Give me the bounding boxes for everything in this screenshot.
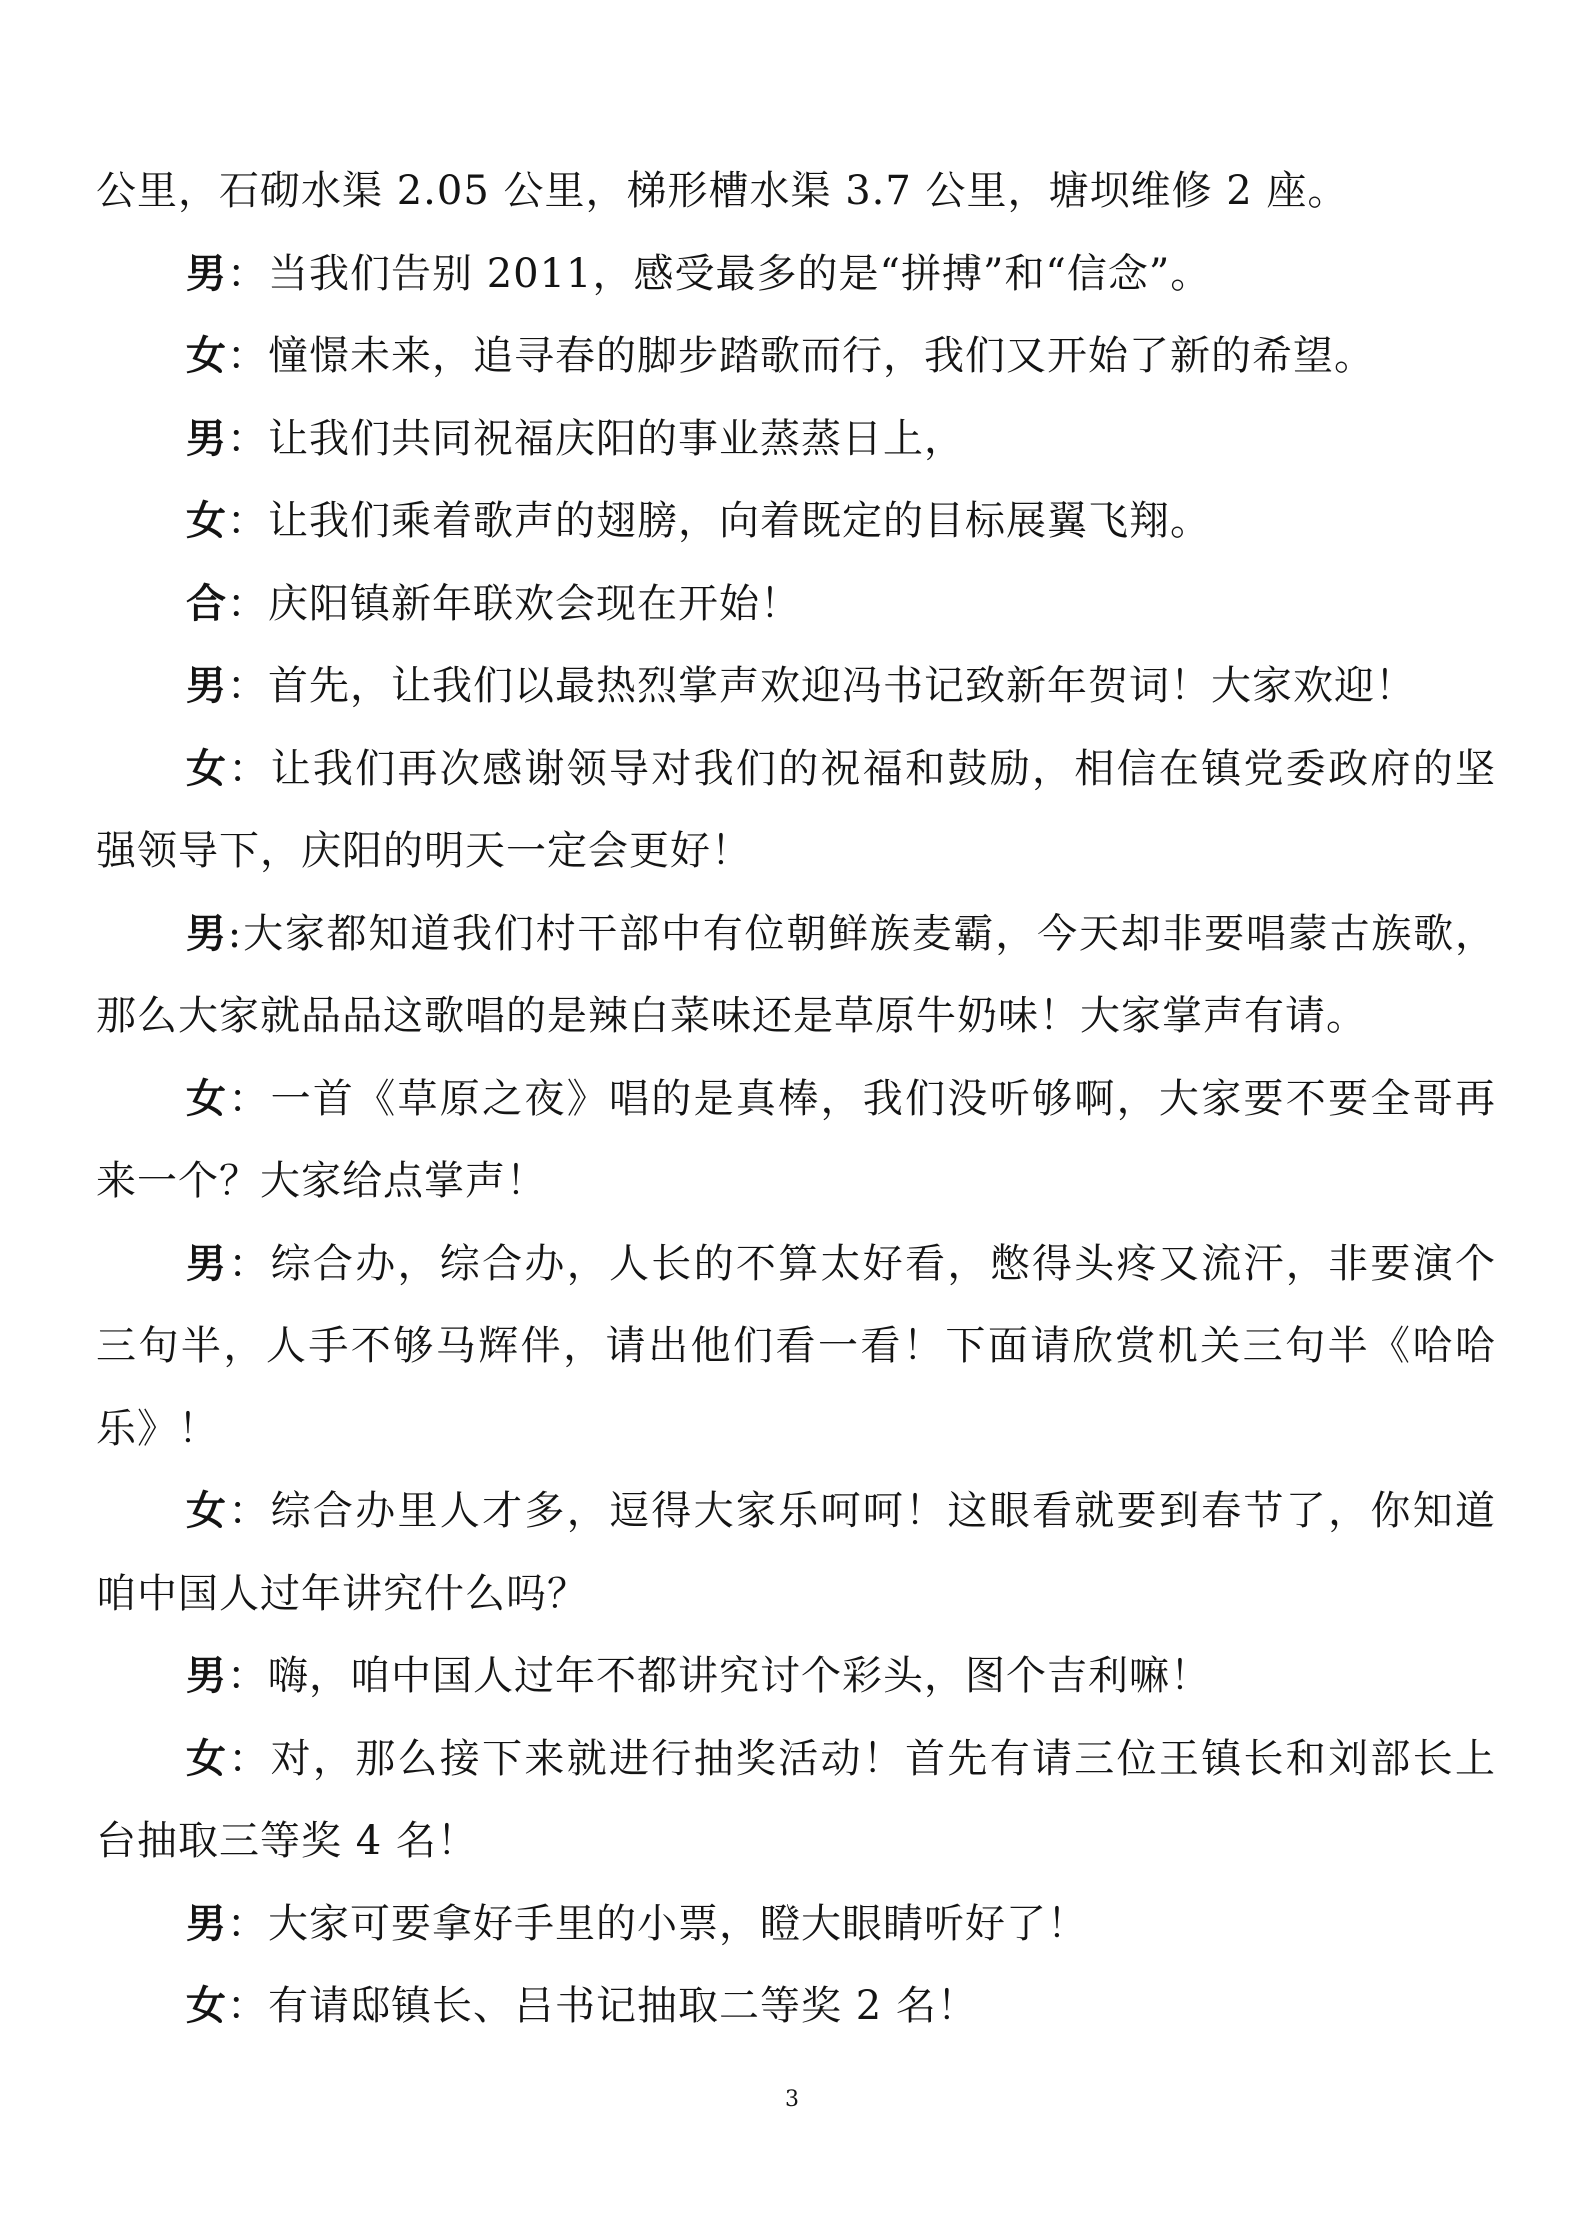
dialogue-text: ：综合办，综合办，人长的不算太好看，憋得头疼又流汗，非要演个三句半，人手不够马辉伴，请出他们看一看！下面请欣赏机关三句半《哈哈乐》！ — [96, 1240, 1497, 1452]
speaker-label: 男 — [186, 662, 227, 709]
dialogue-text: ：当我们告别 2011，感受最多的是“拼搏”和“信念”。 — [227, 250, 1212, 297]
dialogue-text: ：嗨，咱中国人过年不都讲究讨个彩头，图个吉利嘛！ — [227, 1653, 1211, 1699]
dialogue-text: ：让我们乘着歌声的翅膀，向着既定的目标展翼飞翔。 — [227, 498, 1211, 544]
dialogue-text: ：庆阳镇新年联欢会现在开始！ — [227, 580, 801, 627]
dialogue-line — [96, 1883, 1496, 1966]
dialogue-text: ：对，那么接下来就进行抽奖活动！首先有请三位王镇长和刘部长上台抽取三等奖 4 名！ — [96, 1735, 1497, 1864]
paragraph-text: 公里，石砌水渠 2.05 公里，梯形槽水渠 3.7 公里，塘坝维修 2 座。 — [96, 168, 1349, 214]
speaker-label: 男 — [186, 909, 228, 957]
dialogue-line — [96, 1718, 1496, 1883]
speaker-label: 男 — [186, 1899, 227, 1947]
dialogue-text: ：憧憬未来，追寻春的脚步踏歌而行，我们又开始了新的希望。 — [227, 333, 1375, 379]
dialogue-line — [96, 233, 1496, 316]
body-text — [96, 150, 1496, 2048]
dialogue-line — [96, 1058, 1496, 1223]
speaker-label: 男 — [186, 414, 227, 462]
speaker-label: 女 — [186, 1734, 229, 1782]
dialogue-text: ：有请邸镇长、吕书记抽取二等奖 2 名！ — [227, 1983, 978, 2029]
speaker-label: 女 — [186, 1487, 229, 1534]
dialogue-text: ：大家可要拿好手里的小票，瞪大眼睛听好了！ — [227, 1900, 1088, 1947]
dialogue-text: ：让我们共同祝福庆阳的事业蒸蒸日上， — [227, 415, 965, 462]
speaker-label: 男 — [186, 1239, 229, 1287]
dialogue-text: :大家都知道我们村干部中有位朝鲜族麦霸，今天却非要唱蒙古族歌，那么大家就品品这歌唱的是辣白菜味还是草原牛奶味！大家掌声有请。 — [96, 910, 1496, 1039]
dialogue-line — [96, 1635, 1496, 1718]
dialogue-line — [96, 1965, 1496, 2048]
page-number: 3 — [785, 2087, 799, 2112]
dialogue-line — [96, 1470, 1496, 1635]
dialogue-line — [96, 893, 1496, 1058]
dialogue-line — [96, 480, 1496, 563]
speaker-label: 女 — [186, 1982, 227, 2029]
dialogue-line — [96, 398, 1496, 481]
dialogue-text: ：让我们再次感谢领导对我们的祝福和鼓励，相信在镇党委政府的坚强领导下，庆阳的明天一定会更好！ — [96, 745, 1497, 874]
paragraph-continued — [96, 150, 1496, 233]
speaker-label: 男 — [186, 249, 227, 297]
dialogue-line — [96, 563, 1496, 646]
dialogue-text: ：一首《草原之夜》唱的是真棒，我们没听够啊，大家要不要全哥再来一个？大家给点掌声！ — [96, 1075, 1497, 1204]
speaker-label: 女 — [186, 744, 229, 792]
speaker-label: 女 — [186, 1074, 229, 1122]
dialogue-line — [96, 728, 1496, 893]
dialogue-line — [96, 645, 1496, 728]
speaker-label: 男 — [186, 1652, 227, 1699]
speaker-label: 女 — [186, 332, 227, 379]
speaker-label: 合 — [186, 579, 227, 627]
dialogue-text: ：综合办里人才多，逗得大家乐呵呵！这眼看就要到春节了，你知道咱中国人过年讲究什么吗？ — [96, 1488, 1497, 1617]
dialogue-line — [96, 1223, 1496, 1471]
dialogue-line — [96, 315, 1496, 398]
dialogue-text: ：首先，让我们以最热烈掌声欢迎冯书记致新年贺词！大家欢迎！ — [227, 663, 1416, 709]
speaker-label: 女 — [186, 497, 227, 544]
